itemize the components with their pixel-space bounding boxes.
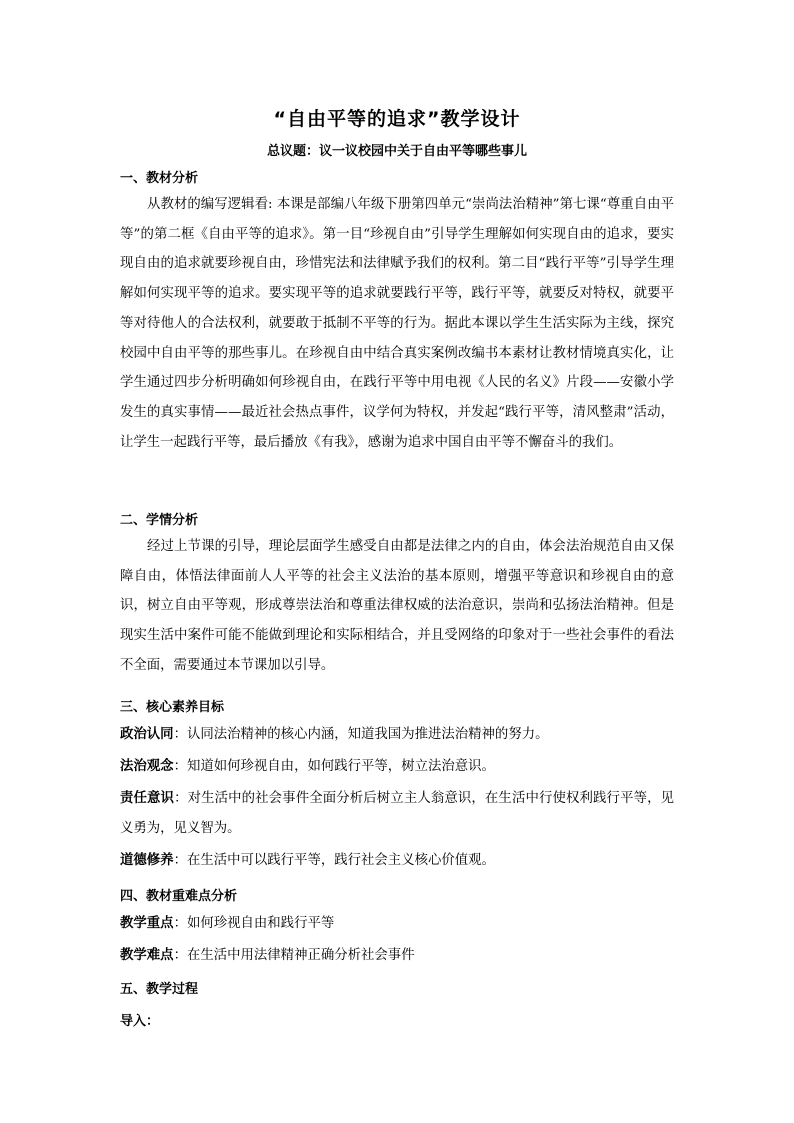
- section-heading-core-goals: 三、核心素养目标: [120, 700, 225, 715]
- goal-political-identity: [120, 720, 674, 750]
- section-heading-student-analysis: 二、学情分析: [120, 513, 199, 528]
- student-analysis-paragraph: 经过上节课的引导，理论层面学生感受自由都是法律之内的自由，体会法治规范自由又保障自由，体悟法律面前人人平等的社会主义法治的基本原则，增强平等意识和珍视自由的意识，树立自由平等观，形成尊崇法治和尊重法律权威的法治意识，崇尚和弘扬法治精神。但是现实生活中案件可能不能做到理论和实际相结合，并且受网络的印象对于一些社会事件的看法不全面，需要通过本节课加以引导。: [120, 539, 674, 673]
- document-title: “自由平等的追求”教学设计: [273, 108, 521, 130]
- teaching-difficulty: [120, 941, 674, 971]
- goal-text: ：知道如何珍视自由，如何践行平等，树立法治意识。: [173, 759, 495, 774]
- key-label: 教学重点: [120, 916, 174, 931]
- goal-text: ：在生活中可以践行平等，践行社会主义核心价值观。: [173, 853, 495, 868]
- intro-label: 导入：: [120, 1014, 160, 1029]
- goal-label: 法治观念: [120, 759, 174, 774]
- section-heading-textbook-analysis: 一、教材分析: [120, 171, 199, 186]
- goal-text: ：对生活中的社会事件全面分析后树立主人翁意识，在生活中行使权利践行平等，见义勇为，见义智为。: [120, 791, 674, 836]
- difficulty-label: 教学难点: [120, 948, 174, 963]
- section-heading-teaching-process: 五、教学过程: [120, 982, 199, 997]
- goal-label: 道德修养: [120, 853, 174, 868]
- goal-morality: [120, 846, 674, 876]
- textbook-analysis-paragraph: 从教材的编写逻辑看: 本课是部编八年级下册第四单元“崇尚法治精神”第七课“尊重自由平等”的第二框《自由平等的追求》。第一目“珍视自由”引导学生理解如何实现自由的追求，要实现自由的追求就要珍视自由，珍惜宪法和法律赋予我们的权利。第二目“践行平等”引导学生理解如何实现平等的追求。要实现平等的追求就要践行平等，践行平等，就要反对特权，就要平等对待他人的合法权利，就要敢于抵制不平等的行为。据此本课以学生生活实际为主线，探究校园中自由平等的那些事儿。在珍视自由中结合真实案例改编书本素材让教材情境真实化，让学生通过四步分析明确如何珍视自由，在践行平等中用电视《人民的名义》片段——安徽小学发生的真实事情——最近社会热点事件，议学何为特权，并发起“践行平等，清风整肃”活动，让学生一起践行平等，最后播放《有我》，感谢为追求中国自由平等不懈奋斗的我们。: [120, 197, 674, 450]
- goal-text: ：认同法治精神的核心内涵，知道我国为推进法治精神的努力。: [173, 727, 549, 742]
- goal-rule-of-law: [120, 752, 674, 782]
- section-heading-key-difficulties: 四、教材重难点分析: [120, 889, 238, 904]
- goal-responsibility: [120, 784, 674, 843]
- goal-label: 责任意识: [120, 791, 175, 806]
- teaching-key-point: [120, 909, 674, 939]
- key-text: ：如何珍视自由和践行平等: [173, 916, 335, 931]
- goal-label: 政治认同: [120, 727, 174, 742]
- document-subtitle: 总议题：议一议校园中关于自由平等哪些事儿: [266, 144, 527, 159]
- difficulty-text: ：在生活中用法律精神正确分析社会事件: [173, 948, 415, 963]
